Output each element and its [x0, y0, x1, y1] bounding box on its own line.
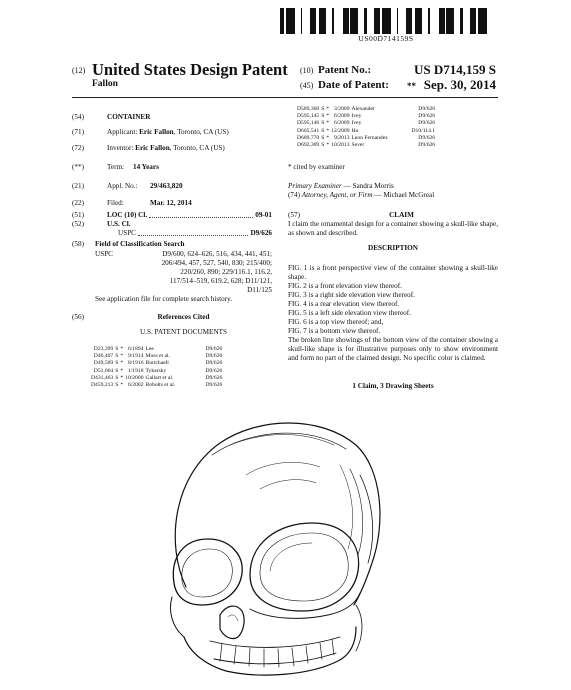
reference-class: D10/114.1 — [411, 127, 436, 134]
reference-class: D9/626 — [205, 353, 223, 360]
applicant-label: Applicant: — [107, 128, 138, 136]
reference-kind: S — [321, 106, 325, 112]
applicant-name: Eric Fallon — [139, 128, 174, 136]
field-uspc-label: USPC — [95, 250, 113, 258]
reference-kind: S — [321, 113, 325, 120]
reference-kind: S — [115, 360, 119, 367]
date-code: (45) — [300, 81, 314, 90]
reference-name: Hu — [351, 127, 359, 134]
uscl-value: D9/626 — [250, 229, 272, 237]
attorney-line — [288, 191, 434, 200]
patent-date: Sep. 30, 2014 — [423, 77, 496, 92]
loc-line — [107, 211, 272, 220]
figure-descriptions — [288, 264, 498, 363]
reference-date: 9/1914 — [127, 353, 144, 360]
left-references-body — [91, 346, 224, 389]
patent-kind: United States Design Patent — [92, 60, 288, 79]
reference-row — [91, 346, 224, 353]
patent-no-label: Patent No.: — [318, 64, 372, 76]
reference-class: D9/626 — [418, 106, 436, 112]
appl-no-label: Appl. No.: — [107, 182, 138, 190]
applicant-line — [107, 128, 229, 137]
reference-name: Ivey — [351, 120, 362, 127]
uscl-line — [118, 229, 272, 238]
reference-star: * — [120, 382, 124, 389]
uscl-code: (52) — [72, 220, 84, 228]
reference-date: 3/2009 — [333, 106, 350, 112]
fig-4-description: FIG. 4 is a rear elevation view thereof. — [288, 300, 400, 308]
reference-star: * — [120, 353, 124, 360]
reference-star: * — [120, 367, 124, 374]
inventor-name: Eric Fallon — [135, 144, 170, 152]
reference-date: 10/2000 — [125, 374, 144, 381]
right-references-table — [297, 106, 437, 149]
reference-number: D689,770 — [297, 134, 320, 141]
reference-number: D23,399 — [93, 346, 114, 352]
field-note: See application file for complete search history. — [95, 295, 233, 303]
reference-star: * — [326, 120, 330, 127]
reference-name: Alexander — [351, 106, 375, 112]
applicant-code: (71) — [72, 128, 84, 136]
barcode — [280, 8, 492, 34]
title-code: (54) — [72, 113, 84, 121]
reference-number: D589,360 — [297, 106, 320, 112]
reference-kind: S — [115, 374, 119, 381]
reference-class: D9/626 — [418, 113, 436, 120]
term-value: 14 Years — [133, 163, 159, 171]
reference-kind: S — [321, 120, 325, 127]
references-code: (56) — [72, 313, 84, 321]
reference-class: D9/626 — [205, 367, 223, 374]
reference-row — [297, 128, 437, 135]
reference-class: D9/626 — [205, 382, 223, 389]
patent-number: US D714,159 S — [414, 62, 496, 77]
reference-row — [297, 106, 437, 113]
reference-name: Sever — [351, 142, 365, 149]
reference-date: 6/2009 — [333, 113, 350, 120]
term-extension-mark: ** — [407, 81, 416, 91]
reference-kind: S — [115, 346, 119, 352]
description-heading: DESCRIPTION — [368, 244, 418, 252]
header-divider — [72, 97, 498, 98]
fig-1-description: FIG. 1 is a front perspective view of the container showing a skull-like shape. — [288, 264, 498, 281]
claim-text: I claim the ornamental design for a container showing a skull-like shape, as shown and described. — [288, 220, 498, 237]
loc-label: LOC (10) Cl. — [107, 211, 148, 219]
attorney-name: — Michael McGreal — [372, 191, 435, 199]
reference-kind: S — [115, 382, 119, 389]
right-references-body — [297, 106, 437, 149]
reference-date: 10/2013 — [331, 142, 350, 149]
reference-date: 9/2013 — [333, 134, 350, 141]
reference-name: Moss et al. — [145, 353, 170, 360]
reference-kind: S — [321, 142, 325, 149]
reference-star: * — [326, 113, 330, 120]
reference-number: D46,407 — [93, 353, 114, 360]
reference-row — [91, 360, 224, 367]
reference-date: 6/1894 — [127, 346, 144, 352]
uscl-label: U.S. Cl. — [107, 220, 131, 228]
reference-star: * — [326, 134, 330, 141]
date-label: Date of Patent: — [318, 79, 389, 91]
reference-kind: S — [115, 353, 119, 360]
reference-date: 6/2002 — [127, 382, 144, 389]
field-label: Field of Classification Search — [95, 240, 185, 248]
loc-leader — [149, 217, 253, 218]
reference-name: Gallart et al. — [145, 374, 174, 381]
filed-value: Mar. 12, 2014 — [150, 199, 192, 207]
skull-container-drawing — [150, 405, 390, 680]
field-class-line: D9/600, 624–626, 516, 434, 441, 451; — [162, 250, 272, 258]
reference-kind: S — [321, 134, 325, 141]
reference-name: Bobolts et al. — [145, 382, 176, 389]
reference-number: D51,664 — [93, 367, 114, 374]
reference-row — [297, 142, 437, 149]
field-code: (58) — [72, 240, 84, 248]
claim-heading: CLAIM — [389, 211, 414, 219]
reference-class: D9/626 — [418, 120, 436, 127]
reference-row — [297, 120, 437, 127]
reference-star: * — [120, 346, 124, 352]
reference-date: 1/1918 — [127, 367, 144, 374]
kind-code: (12) — [72, 66, 86, 75]
inventor-surname: Fallon — [92, 79, 118, 89]
reference-star: * — [120, 360, 124, 367]
examiner-name: — Sandra Morris — [341, 182, 394, 190]
reference-number: D692,309 — [297, 142, 320, 149]
reference-row — [91, 353, 224, 360]
broken-lines-statement: The broken line showings of the bottom view of the container showing a skull-like shape is for illustrative purposes only to show environment and form no part of the claimed design. No specific color is claimed. — [288, 336, 498, 362]
reference-row — [91, 375, 224, 382]
references-heading: References Cited — [157, 313, 210, 321]
attorney-code: (74) — [288, 191, 300, 199]
reference-row — [91, 368, 224, 375]
cranium-outline — [175, 423, 380, 605]
right-eye-socket — [250, 523, 359, 611]
cited-by-examiner: * cited by examiner — [288, 163, 345, 171]
reference-number: D431,463 — [91, 374, 114, 381]
inventor-code: (72) — [72, 144, 84, 152]
fig-6-description: FIG. 6 is a top view thereof; and, — [288, 318, 384, 326]
appl-no-code: (21) — [72, 182, 84, 190]
examiner-label: Primary Examiner — [288, 182, 342, 190]
field-classes — [118, 250, 272, 295]
reference-number: D595,146 — [297, 120, 320, 127]
reference-class: D9/626 — [205, 360, 223, 367]
uscl-sub: USPC — [118, 229, 136, 237]
term-label: Term: — [107, 163, 125, 171]
reference-number: D49,569 — [93, 360, 114, 367]
patent-no-code: (10) — [300, 66, 314, 75]
field-class-line: 206/494, 457, 527, 540, 830; 215/400; — [161, 259, 272, 267]
claims-sheets-summary: 1 Claim, 3 Drawing Sheets — [352, 382, 434, 390]
reference-date: 6/2009 — [333, 120, 350, 127]
filed-label: Filed: — [107, 199, 124, 207]
applicant-place: , Toronto, CA (US) — [173, 128, 229, 136]
us-patent-documents-heading: U.S. PATENT DOCUMENTS — [139, 328, 228, 336]
inventor-line — [107, 144, 225, 153]
reference-name: Burtchaell — [145, 360, 169, 367]
inventor-place: , Toronto, CA (US) — [169, 144, 225, 152]
jaw-outline — [184, 627, 356, 675]
claim-code: (57) — [288, 211, 300, 219]
patent-title: CONTAINER — [107, 113, 151, 121]
reference-kind: S — [115, 367, 119, 374]
fig-7-description: FIG. 7 is a bottom view thereof. — [288, 327, 381, 335]
reference-kind: S — [321, 127, 325, 134]
reference-star: * — [326, 142, 330, 149]
reference-number: D605,541 — [297, 127, 320, 134]
reference-star: * — [326, 127, 330, 134]
reference-row — [297, 113, 437, 120]
reference-star: * — [120, 374, 124, 381]
reference-class: D9/626 — [418, 134, 436, 141]
nasal-cavity — [220, 606, 244, 639]
field-class-line: 220/260, 890; 229/116.1, 116.2, — [180, 268, 272, 276]
reference-class: D9/626 — [205, 374, 223, 381]
loc-value: 09-01 — [255, 211, 272, 219]
primary-examiner-line — [288, 182, 394, 191]
fig-5-description: FIG. 5 is a left side elevation view thereof. — [288, 309, 411, 317]
left-references-table — [91, 346, 224, 389]
term-code: (**) — [72, 163, 84, 171]
document-number: US00D714159S — [358, 34, 414, 43]
reference-name: Tykarsky — [145, 367, 167, 374]
field-class-line: D11/125 — [247, 286, 272, 294]
filed-code: (22) — [72, 199, 84, 207]
reference-class: D9/626 — [205, 346, 223, 352]
reference-star: * — [326, 106, 330, 112]
reference-date: 8/1916 — [127, 360, 144, 367]
reference-date: 12/2009 — [331, 127, 350, 134]
reference-number: D595,145 — [297, 113, 320, 120]
reference-number: D459,213 — [91, 382, 114, 389]
reference-class: D9/626 — [418, 142, 436, 149]
attorney-label: Attorney, Agent, or Firm — [301, 191, 373, 199]
reference-name: Lee — [145, 346, 154, 352]
reference-name: Ivey — [351, 113, 362, 120]
inventor-label: Inventor: — [107, 144, 134, 152]
field-class-line: 117/514–519, 619.2, 628; D11/121, — [169, 277, 272, 285]
fig-2-description: FIG. 2 is a front elevation view thereof. — [288, 282, 402, 290]
reference-row — [91, 382, 224, 389]
loc-code: (51) — [72, 211, 84, 219]
fig-3-description: FIG. 3 is a right side elevation view thereof. — [288, 291, 415, 299]
reference-row — [297, 135, 437, 142]
uscl-leader — [138, 235, 248, 236]
appl-no-value: 29/463,820 — [150, 182, 183, 190]
reference-name: Leon Fernandez — [351, 134, 388, 141]
